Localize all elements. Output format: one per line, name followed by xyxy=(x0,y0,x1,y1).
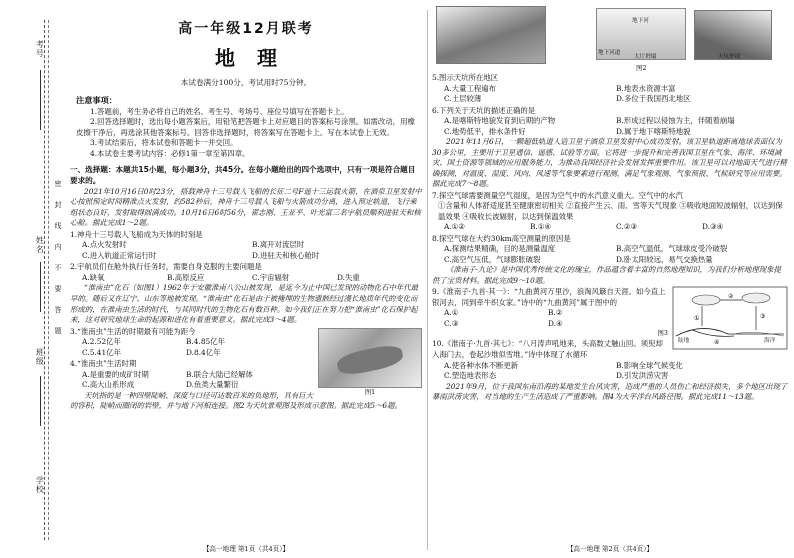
options xyxy=(70,273,422,284)
option-b[interactable]: B.高空气温低，气球球皮受冷破裂 xyxy=(616,244,728,254)
notice-block xyxy=(70,95,422,159)
options xyxy=(70,240,422,261)
figure-1 xyxy=(318,328,422,397)
name-field[interactable] xyxy=(40,262,41,312)
options xyxy=(432,222,788,233)
notice-item: 4.本试卷主要考试内容：必修1第一章至第四章。 xyxy=(90,148,250,158)
options xyxy=(432,308,652,329)
figure-caption: 图1 xyxy=(364,387,376,396)
land-label: 陆地 xyxy=(678,338,690,345)
class-label: 班级 xyxy=(35,348,45,366)
passage: 2021年9月，位于我国东南沿海的某地发生台风灾害，造成严重的人员伤亡和经济损失，多个地区出现了暴雨洪涝灾害，对当地的生产生活造成了严重影响。图4为大平洋台风路径图。据此完成11～13题。 xyxy=(432,381,788,402)
score-line: 本试卷满分100分，考试用时75分钟。 xyxy=(180,78,312,88)
option-c[interactable]: C.5.41亿年 xyxy=(82,347,121,357)
figure-caption: 图3 xyxy=(657,329,668,338)
option-c[interactable]: C.塑造地表形态 xyxy=(444,371,497,381)
option-d[interactable]: D.多位于我国西北地区 xyxy=(616,94,691,104)
seal-line-inner xyxy=(48,20,49,540)
options xyxy=(432,361,788,382)
notice-title: 注意事项： xyxy=(76,95,117,106)
question-6 xyxy=(432,106,788,138)
figure-caption: 图2 xyxy=(636,64,647,72)
option-d[interactable]: D.卧太阳较远，易气交换热量 xyxy=(616,254,713,264)
option-c[interactable]: C.③ xyxy=(444,318,459,328)
option-a[interactable]: A.点火发射时 xyxy=(82,240,127,250)
name-label: 姓名 xyxy=(35,236,45,254)
option-b[interactable]: B.形成过程以侵蚀为主，伴随着崩塌 xyxy=(616,116,735,126)
option-a[interactable]: A.缺氧 xyxy=(82,272,105,282)
page-divider xyxy=(427,10,428,550)
option-b[interactable]: B.高原反应 xyxy=(167,272,205,282)
binding-strip xyxy=(0,0,62,558)
fossil-image xyxy=(318,328,422,388)
option-d[interactable]: D.8.4亿年 xyxy=(186,347,221,357)
school-label: 学校 xyxy=(35,476,45,494)
option-c[interactable]: C.土层较薄 xyxy=(444,94,482,104)
ocean-label: 海洋 xyxy=(764,338,776,345)
options xyxy=(432,244,788,265)
option-b[interactable]: B.② xyxy=(548,308,563,318)
exam-no-field[interactable] xyxy=(40,70,41,130)
option-d[interactable]: D.鱼类大量繁衍 xyxy=(186,380,239,390)
question-stem: 1.神舟十三号载人飞船成为天体的时刻是 xyxy=(70,229,203,239)
question-stem: 4.“淮南虫”生活时期 xyxy=(70,359,137,369)
notice-item: 1.答题前，考生务必将自己的姓名、考生号、考场号、座位号填写在答题卡上。 xyxy=(90,106,349,116)
option-d[interactable]: D.引发洪涝灾害 xyxy=(616,371,669,381)
options xyxy=(432,116,788,137)
option-a[interactable]: A.① xyxy=(444,308,459,318)
question-stem: 10.《淮南子·九首·其七》：“八月涛声吼地来，头高数丈触山回。须臾却入海门去，卷起沙堆似雪堆。”诗中体现了水循环 xyxy=(432,339,663,359)
question-7 xyxy=(432,191,788,233)
question-8 xyxy=(432,234,788,266)
question-stem: 5.图示天坑所在地区 xyxy=(432,73,499,82)
options xyxy=(70,337,290,358)
question-5 xyxy=(432,73,788,105)
question-2 xyxy=(70,262,422,283)
option-c[interactable]: C.②③ xyxy=(616,222,637,232)
diagram-label: 天坑形成 xyxy=(718,54,741,60)
question-stem: 2.宇航员们在舱外执行任务时，需要自身克服的主要问题是 xyxy=(70,262,262,272)
question-stem: 8.探空气球在大约30km高空测量的原因是 xyxy=(432,233,571,243)
option-a[interactable]: A.①② xyxy=(444,222,465,232)
option-a[interactable]: A.探测结果精确，目的是测量温度 xyxy=(444,244,556,254)
figure-2 xyxy=(436,6,776,72)
notice-item: 2.回答选择题时，选出每小题答案后，用铅笔把答题卡上对应题目的答案标号涂黑。如需改动，用橡皮擦干净后，再选涂其他答案标号。回答非选择题时，将答案写在答题卡上。写在本试卷上无效。 xyxy=(76,117,415,137)
option-d[interactable]: D.进驻天和核心舱时 xyxy=(252,250,320,260)
page-footer: 【高一地理 第2页（共4页）】 xyxy=(566,544,654,553)
option-a[interactable]: A.是重要的成矿时期 xyxy=(82,369,149,379)
option-c[interactable]: C.地势低平，排水条件好 xyxy=(444,126,526,136)
passage: 天坑指的是一种四壁陡峭、深度与口径可达数百米的负地形，具有巨大的容积，陡峭而圈闭的岩壁，并与地下河相连接。图2为天坑景观图及形成示意图。据此完成5～6题。 xyxy=(70,390,402,411)
passage: 2021年11月6日，一颗超低轨道人造卫星于酒泉卫星发射中心成功发射。该卫星轨道距离地球表面仅为30多公里，主要用于卫星通信、遥感、试验等方面。它将进一步提升和完善我国卫星在气象、海洋、环境减灾、国土资源等领域的应用服务能力，为推动我国经济社会发展发挥重要作用。该卫星可以对地面天气进行精确探测，对温度、湿度、风向、风速等气象要素进行观测，满足气象观测、气象预报、气候研究等应用需要。据此完成7～8题。 xyxy=(432,137,787,189)
diagram-label: 地下河 xyxy=(632,18,649,24)
diagram-label: 大厅坍塌 xyxy=(634,54,657,60)
svg-text:③: ③ xyxy=(760,313,766,321)
passage: 2021年10月16日0时23分，搭载神舟十三号载人飞船的长征二号F遥十三运载火箭，在酒泉卫星发射中心按照预定时间精准点火发射，约582秒后，神舟十三号载人飞船与火箭成功分离，进入预定轨道，飞行乘组状态良好，发射取得圆满成功。10月16日6时56分，翟志刚、王亚平、叶光富三名宇航员顺利进驻天和核心舱。据此完成1～2题。 xyxy=(70,186,422,228)
passage: 《淮南子·九论》是中国优秀传统文化的瑰宝，作品蕴含着丰富的自然地理知识，为我们分析地理现象提供了宝贵材料。据此完成9～10题。 xyxy=(432,265,781,285)
option-c[interactable]: C.高空气压低，气球膨胀破裂 xyxy=(444,254,541,264)
exam-title: 高一年级12月联考 xyxy=(178,21,314,37)
options xyxy=(432,84,788,105)
option-d[interactable]: D.④ xyxy=(548,318,563,328)
subject-title: 地理 xyxy=(215,45,299,70)
option-b[interactable]: B.联合大陆已经解体 xyxy=(186,369,253,379)
option-b[interactable]: B.影响全球气候变化 xyxy=(616,360,683,370)
option-d[interactable]: D.属于地下喀斯特地貌 xyxy=(616,126,691,136)
diagram-label: 地下河道 xyxy=(598,50,621,56)
option-b[interactable]: B.4.85亿年 xyxy=(186,337,226,347)
seal-warning: 密封线内不要答题 xyxy=(53,180,62,348)
option-b[interactable]: B.离开对流层时 xyxy=(252,240,305,250)
section-title: 一、选择题：本题共15小题，每小题3分，共45分。在每小题给出的四个选项中，只有一项是符合题目要求的。 xyxy=(70,165,416,186)
notice-item: 3.考试结束后，将本试卷和答题卡一并交回。 xyxy=(90,138,238,148)
option-a[interactable]: A.使各种水体不断更新 xyxy=(444,360,519,370)
figure-3 xyxy=(672,286,788,350)
left-page xyxy=(70,6,422,558)
question-stem: 6.下列关于天坑的描述正确的是 xyxy=(432,105,536,115)
page-footer: 【高一地理 第1页（共4页）】 xyxy=(202,544,290,553)
option-d[interactable]: D.③④ xyxy=(702,222,724,232)
option-b[interactable]: B.①④ xyxy=(530,222,552,232)
question-items: ①含量和人体舒适度甚至健康密切相关 ②直接产生云、雨、雪等天气现象 ③吸收地面短波辐射，以达到保温效果 ④吸收长波辐射，以达到保温效果 xyxy=(438,201,783,221)
option-a[interactable]: A.大量工程遍布 xyxy=(444,83,497,93)
svg-text:②: ② xyxy=(728,293,734,301)
option-c[interactable]: C.高大山系形成 xyxy=(82,380,135,390)
exam-no-label: 考号 xyxy=(35,40,45,58)
option-c[interactable]: C.宇宙辐射 xyxy=(252,272,290,282)
option-d[interactable]: D.失重 xyxy=(337,272,360,282)
seal-line xyxy=(44,20,45,540)
question-stem: 3.“淮南虫”生活的时期最有可能为距今 xyxy=(70,326,196,336)
question-stem: 7.探空气球需要测量空气湿度，是因为空气中的水汽意义重大。空气中的水汽 xyxy=(432,190,683,200)
right-page xyxy=(432,6,788,558)
svg-text:④: ④ xyxy=(714,339,720,347)
options xyxy=(70,370,290,391)
passage: “淮南虫”化石（如图1）1962年于安徽淮南八公山被发现，是迄今为止中国已发现的动物化石中年代最早的。随后又在辽宁、山东等地被发现。“淮南虫”化石是由于被掩埋的生物遗骸经过漫长地质年代的变化而形成的，在淮南虫生活的时代，与其同时代的生物化石有数百种。如今我们正在努力把“淮南虫”化石保护起来，这对研究地球生命的起源和进化有着重要意义。据此完成3～4题。 xyxy=(70,283,419,325)
option-a[interactable]: A.2.52亿年 xyxy=(82,337,121,347)
option-a[interactable]: A.是喀斯特地貌发育到后期的产物 xyxy=(444,116,556,126)
class-field[interactable] xyxy=(40,376,41,426)
question-stem: 9.《淮南子·九首·其一》：“九曲黄河万里沙，浪淘风簸自天涯。如今直上银河去，同到牵牛织女家。”诗中的“九曲黄河”属于图中的 xyxy=(432,287,666,307)
svg-text:①: ① xyxy=(694,315,700,323)
option-c[interactable]: C.进入轨道正常运行时 xyxy=(82,250,157,260)
formation-diagram-2 xyxy=(694,10,772,60)
question-1 xyxy=(70,230,422,262)
option-b[interactable]: B.地表水资源丰富 xyxy=(616,83,676,93)
tiankeng-photo xyxy=(436,6,546,64)
